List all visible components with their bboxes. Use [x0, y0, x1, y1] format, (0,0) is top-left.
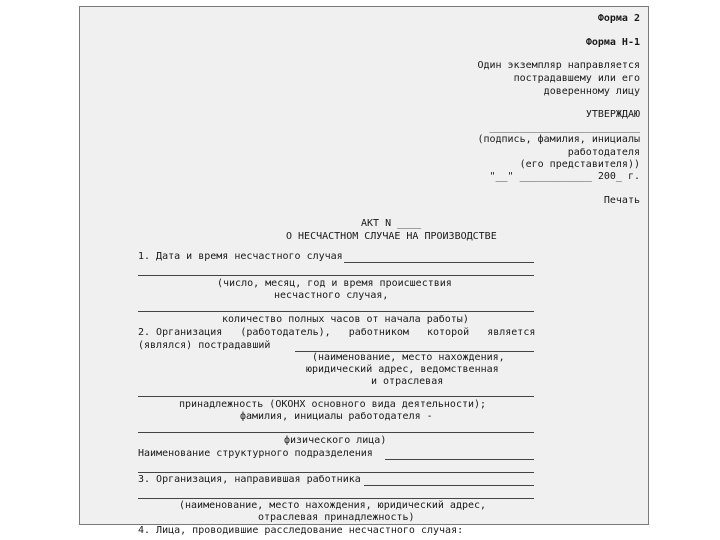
form-number: Форма 2	[597, 13, 640, 24]
item-3-label: 3. Организация, направившая работника	[138, 474, 361, 485]
signature-caption-3: (его представителя))	[519, 159, 640, 170]
item-2-label: 2. Организация (работодатель), работником которой является	[138, 327, 536, 338]
approval-date-line: "__" ____________ 200_ г.	[489, 171, 640, 182]
item-2-caption-1: (наименование, место нахождения,	[312, 352, 505, 363]
signature-caption-1: (подпись, фамилия, инициалы	[477, 134, 640, 145]
signature-line: _________________________	[489, 122, 640, 133]
copy-note-line-2: пострадавшему или его	[513, 73, 640, 84]
item-1-caption-1: (число, месяц, год и время происшествия	[217, 278, 452, 289]
structural-unit-fill-line	[385, 459, 534, 460]
item-1-fill-line	[344, 262, 534, 263]
item-1-caption-3: количество полных часов от начала работы)	[222, 314, 469, 325]
item-3-caption-1: (наименование, место нахождения, юридический адрес,	[179, 500, 487, 511]
item-2-caption-4: принадлежность (ОКОНХ основного вида деятельности);	[179, 399, 487, 410]
item-3-fill-line	[364, 485, 534, 486]
item-3-fill-line-2	[138, 498, 534, 499]
item-1-caption-2: несчастного случая,	[274, 290, 389, 301]
signature-caption-2: работодателя	[567, 147, 640, 158]
item-2-caption-5: фамилия, инициалы работодателя -	[240, 411, 433, 422]
item-2-label-cont: (являлся) пострадавший	[138, 340, 271, 351]
stamp-label: Печать	[603, 195, 640, 206]
item-1-fill-line-2	[138, 275, 534, 276]
item-3-caption-2: отраслевая принадлежность)	[258, 512, 415, 523]
structural-unit-label: Наименование структурного подразделения	[138, 448, 373, 459]
copy-note-line-1: Один экземпляр направляется	[477, 60, 640, 71]
act-title: О НЕСЧАСТНОМ СЛУЧАЕ НА ПРОИЗВОДСТВЕ	[286, 231, 497, 242]
item-2-fill-line-2	[138, 396, 534, 397]
act-number: АКТ N ____	[361, 218, 422, 229]
item-2-fill-line-3	[138, 432, 534, 433]
item-4-label: 4. Лица, проводившие расследование несчастного случая:	[138, 525, 464, 536]
copy-note-line-3: доверенному лицу	[543, 86, 640, 97]
item-2-caption-3: и отраслевая	[371, 376, 444, 387]
item-1-fill-line-3	[138, 311, 534, 312]
item-1-label: 1. Дата и время несчастного случая	[138, 251, 343, 262]
item-2-caption-6: физического лица)	[284, 435, 387, 446]
form-code: Форма Н-1	[585, 37, 640, 48]
structural-unit-fill-line-2	[138, 472, 534, 473]
approve-label: УТВЕРЖДАЮ	[585, 109, 640, 120]
item-2-caption-2: юридический адрес, ведомственная	[306, 364, 499, 375]
document-page	[79, 6, 649, 536]
